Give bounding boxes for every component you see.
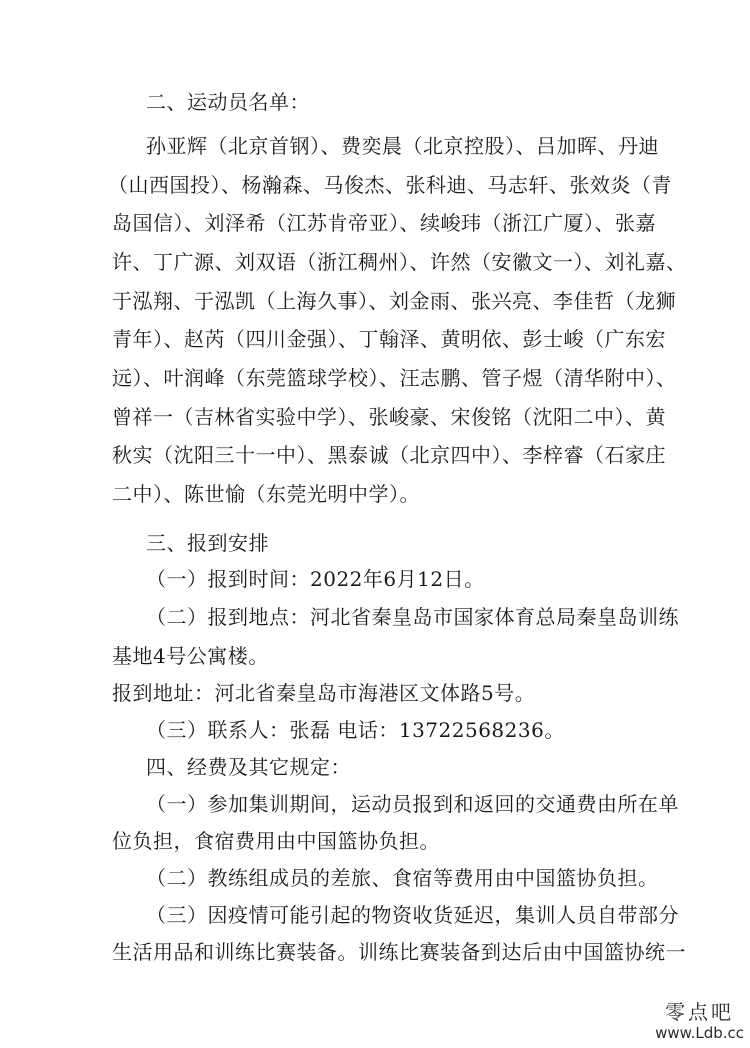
text-line: 于泓翔、于泓凯（上海久事）、刘金雨、张兴亮、李佳哲（龙狮	[112, 289, 676, 313]
text-line: （三）因疫情可能引起的物资收货延迟，集训人员自带部分	[146, 903, 679, 927]
text-line: 岛国信）、刘泽希（江苏肯帝亚）、续峻玮（浙江广厦）、张嘉	[112, 211, 656, 235]
text-line: 基地4号公寓楼。	[112, 644, 269, 668]
text-line: （二）报到地点：河北省秦皇岛市国家体育总局秦皇岛训练	[146, 605, 679, 629]
section-heading: 四、经费及其它规定：	[146, 755, 351, 779]
watermark	[655, 1000, 744, 1042]
section-heading: 三、报到安排	[146, 531, 269, 555]
text-line: （山西国投）、杨瀚森、马俊杰、张科迪、马志轩、张效炎（青	[108, 173, 672, 197]
text-line: 曾祥一（吉林省实验中学）、张峻豪、宋俊铭（沈阳二中）、黄	[112, 405, 666, 429]
text-line: （一）参加集训期间，运动员报到和返回的交通费由所在单	[146, 792, 679, 816]
text-line: 秋实（沈阳三十一中）、黑泰诚（北京四中）、李梓睿（石家庄	[112, 443, 666, 467]
text-line: 远）、叶润峰（东莞篮球学校）、汪志鹏、管子煜（清华附中）、	[112, 366, 677, 390]
text-line: 位负担，食宿费用由中国篮协负担。	[112, 829, 440, 853]
text-line: 报到地址：河北省秦皇岛市海港区文体路5号。	[112, 681, 536, 705]
text-line: 生活用品和训练比赛装备。训练比赛装备到达后由中国篮协统一	[112, 940, 686, 964]
watermark-site-name: 零点吧	[665, 1000, 735, 1024]
text-line: 孙亚辉（北京首钢）、费奕晨（北京控股）、吕加晖、丹迪	[146, 134, 659, 158]
text-line: 许、丁广源、刘双语（浙江稠州）、许然（安徽文一）、刘礼嘉、	[112, 250, 687, 274]
text-line: （三）联系人：张磊 电话：13722568236。	[146, 718, 565, 742]
text-line: 青年）、赵芮（四川金强）、丁翰泽、黄明依、彭士峻（广东宏	[112, 327, 666, 351]
text-line: 二中）、陈世愉（东莞光明中学）。	[112, 482, 420, 506]
watermark-url: www.Ldb.cc	[655, 1024, 744, 1042]
text-line: （二）教练组成员的差旅、食宿等费用由中国篮协负担。	[146, 866, 659, 890]
section-heading: 二、运动员名单：	[146, 90, 310, 114]
text-line: （一）报到时间：2022年6月12日。	[146, 567, 485, 591]
